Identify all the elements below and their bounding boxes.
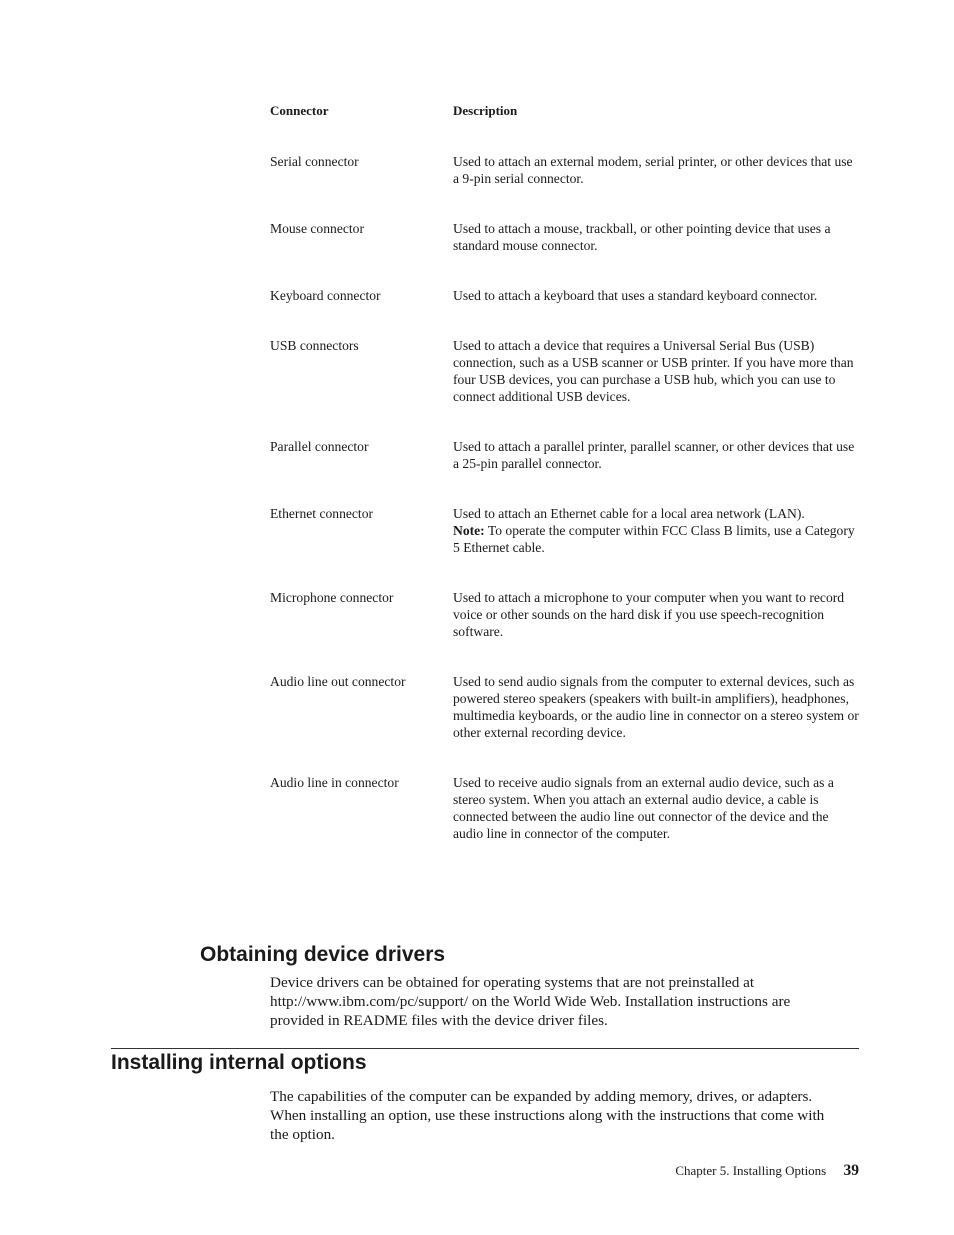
- connector-description: [453, 505, 859, 556]
- install-paragraph: The capabilities of the computer can be expanded by adding memory, drives, or adapters. When installing an option, use these instructions along with the instructions that come with the option.: [270, 1088, 825, 1143]
- note-text: To operate the computer within FCC Class B limits, use a Category 5 Ethernet cable.: [453, 523, 855, 555]
- drivers-paragraph: Device drivers can be obtained for operating systems that are not preinstalled at http://www.ibm.com/pc/support/ on the World Wide Web. Installation instructions are provided in README files with the device driver files.: [270, 974, 791, 1029]
- chapter-title: Chapter 5. Installing Options: [675, 1163, 827, 1178]
- page-number: 39: [843, 1162, 859, 1179]
- connector-column-header: Connector: [270, 103, 329, 118]
- connector-name: USB connectors: [270, 338, 359, 353]
- table-row: [270, 438, 860, 472]
- description-text: Used to attach an Ethernet cable for a local area network (LAN).: [453, 506, 805, 521]
- section-divider: [111, 1048, 859, 1049]
- table-row: [270, 774, 860, 842]
- connector-description: Used to attach an external modem, serial printer, or other devices that use a 9-pin serial connector.: [453, 154, 853, 186]
- connector-description: Used to attach a microphone to your computer when you want to record voice or other sounds on the hard disk if you use speech-recognition software.: [453, 590, 845, 639]
- connector-name: Serial connector: [270, 154, 359, 169]
- connector-description: Used to attach a parallel printer, parallel scanner, or other devices that use a 25-pin parallel connector.: [453, 439, 855, 471]
- page-footer: [675, 1162, 859, 1180]
- table-row: [270, 220, 860, 254]
- connector-description: Used to attach a keyboard that uses a standard keyboard connector.: [453, 288, 818, 303]
- connector-name: Parallel connector: [270, 439, 369, 454]
- connector-name: Microphone connector: [270, 590, 394, 605]
- table-row: [270, 673, 860, 741]
- connector-name: Mouse connector: [270, 221, 364, 236]
- table-row: [270, 337, 860, 405]
- table-row: [270, 505, 860, 556]
- connector-description: Used to send audio signals from the computer to external devices, such as powered stereo speakers (speakers with built-in amplifiers), headphones, multimedia keyboards, or the audio line in connector on a stereo system or other external recording device.: [453, 674, 859, 740]
- description-column-header: Description: [453, 103, 518, 118]
- table-row: [270, 589, 860, 640]
- note-label: Note:: [453, 523, 485, 538]
- section-heading-drivers: Obtaining device drivers: [200, 943, 446, 966]
- table-row: [270, 287, 860, 304]
- section-heading-install: Installing internal options: [111, 1051, 367, 1074]
- connector-name: Keyboard connector: [270, 288, 381, 303]
- connector-name: Audio line out connector: [270, 674, 406, 689]
- connector-table: [270, 153, 860, 875]
- connector-description: Used to attach a mouse, trackball, or other pointing device that uses a standard mouse connector.: [453, 221, 831, 253]
- connector-name: Audio line in connector: [270, 775, 399, 790]
- connector-description: Used to attach a device that requires a Universal Serial Bus (USB) connection, such as a USB scanner or USB printer. If you have more than four USB devices, you can purchase a USB hub, which you can use to connect additional USB devices.: [453, 338, 854, 404]
- connector-name: Ethernet connector: [270, 506, 374, 521]
- connector-description: Used to receive audio signals from an external audio device, such as a stereo system. When you attach an external audio device, a cable is connected between the audio line out connector of the device and the audio line in connector of the computer.: [453, 775, 834, 841]
- table-row: [270, 153, 860, 187]
